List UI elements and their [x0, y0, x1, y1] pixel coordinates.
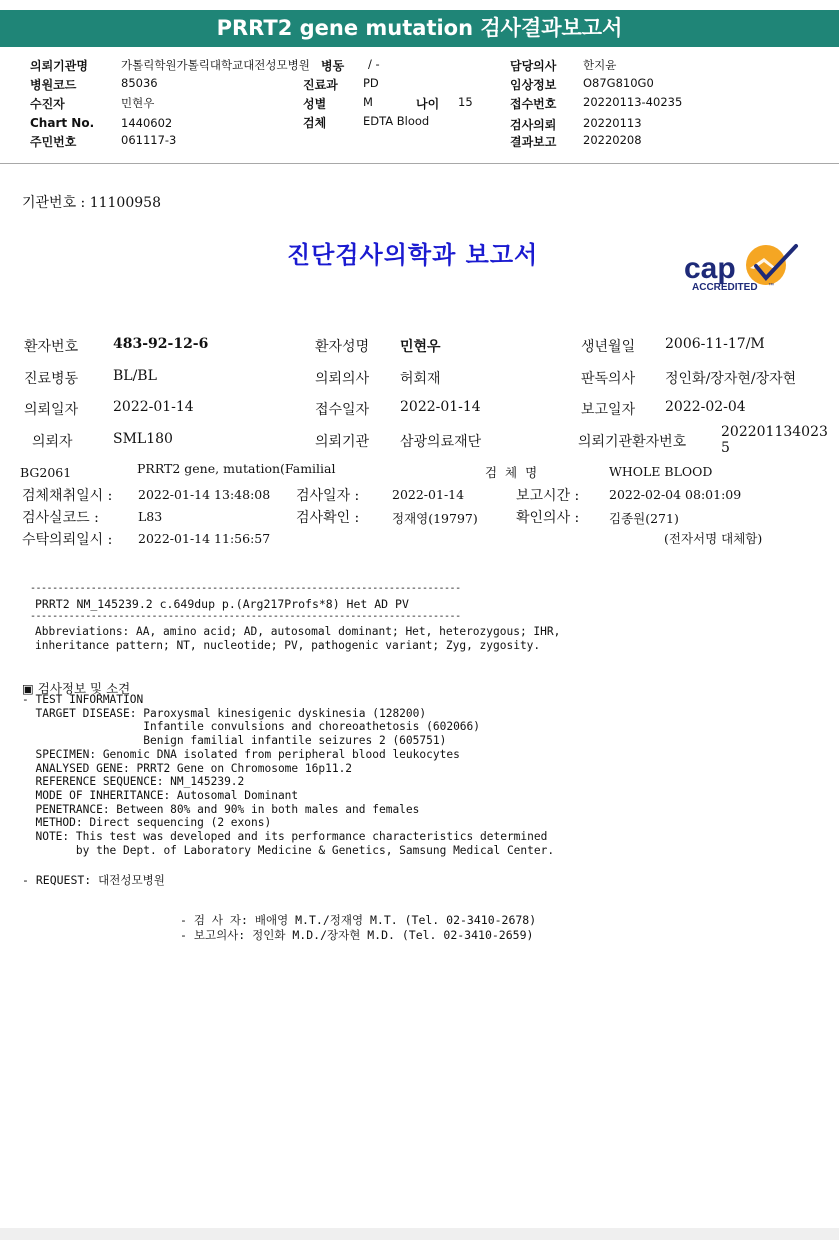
age-value: 15 — [458, 95, 473, 109]
collect-label: 검체채취일시 : — [22, 488, 113, 504]
sex-label: 성별 — [303, 97, 327, 111]
test-name: PRRT2 gene, mutation(Familial — [137, 461, 336, 476]
esign-note: (전자서명 대체함) — [664, 531, 763, 546]
abbreviations-line-1: Abbreviations: AA, amino acid; AD, autosomal dominant; Het, heterozygous; IHR, — [35, 625, 561, 638]
collect-value: 2022-01-14 13:48:08 — [138, 487, 271, 502]
specimen-name-label: 검 체 명 — [485, 465, 538, 480]
info-line: Benign familial infantile seizures 2 (605751) — [22, 734, 447, 748]
reqinst-label: 의뢰기관 — [315, 434, 370, 450]
cap-logo-tm: ™ — [768, 283, 774, 289]
info-line: MODE OF INHERITANCE: Autosomal Dominant — [22, 788, 299, 802]
reqdate-label: 의뢰일자 — [24, 402, 79, 418]
pname-label: 환자성명 — [315, 339, 370, 355]
specimen-value: EDTA Blood — [363, 114, 430, 128]
reader-label: 판독의사 — [581, 371, 636, 387]
cap-logo-sub: ACCREDITED — [692, 282, 758, 293]
clinical-label: 임상정보 — [510, 78, 557, 92]
age-label: 나이 — [416, 97, 440, 111]
info-line: TARGET DISEASE: Paroxysmal kinesigenic dyskinesia (128200) — [22, 706, 427, 720]
confirm-value: 정재영(19797) — [392, 511, 478, 526]
repdate-value: 2022-02-04 — [665, 399, 746, 415]
cap-accredited-logo — [676, 238, 804, 300]
abbreviations-line-2: inheritance pattern; NT, nucleotide; PV, pathogenic variant; Zyg, zygosity. — [35, 639, 541, 652]
instpno-label: 의뢰기관환자번호 — [578, 434, 687, 450]
confirmdoc-value: 김종원(271) — [609, 511, 679, 526]
rrn-value: 061117-3 — [121, 133, 177, 147]
doctor-value: 한지윤 — [583, 58, 617, 72]
receipt-value: 20220113-40235 — [583, 95, 683, 109]
receipt-label: 접수번호 — [510, 97, 557, 111]
result-rule-bottom: ------------------------------------------------------------------------------ — [30, 611, 461, 622]
pname-value: 민현우 — [400, 339, 441, 355]
specimen-name-value: WHOLE BLOOD — [609, 464, 713, 479]
request-label: 검사의뢰 — [510, 118, 557, 132]
confirm-label: 검사확인 : — [296, 510, 360, 526]
requester-value: SML180 — [113, 431, 173, 447]
chart-label: Chart No. — [30, 116, 95, 130]
hospital-value: 가톨릭학원가톨릭대학교대전성모병원 — [121, 58, 310, 72]
ward-value: BL/BL — [113, 368, 157, 384]
instpno-value-2: 5 — [721, 440, 730, 456]
request-line: - REQUEST: 대전성모병원 — [22, 873, 165, 887]
repdate-label: 보고일자 — [581, 402, 636, 418]
code-label: 병원코드 — [30, 78, 77, 92]
birth-label: 생년월일 — [581, 339, 636, 355]
reader-value: 정인화/장자현/장자현 — [665, 371, 797, 387]
info-line: REFERENCE SEQUENCE: NM_145239.2 — [22, 775, 245, 789]
result-value: 20220208 — [583, 133, 642, 147]
signature-doctor: - 보고의사: 정인화 M.D./장자현 M.D. (Tel. 02-3410-2659) — [180, 928, 534, 942]
patient-value: 민현우 — [121, 96, 155, 110]
header-divider — [0, 163, 839, 164]
info-line: NOTE: This test was developed and its performance characteristics determined — [22, 830, 548, 844]
refdoc-label: 의뢰의사 — [315, 371, 370, 387]
confirmdoc-label: 확인의사 : — [516, 510, 580, 526]
sex-value: M — [363, 95, 373, 109]
dept-label: 진료과 — [303, 78, 338, 92]
pno-value: 483-92-12-6 — [113, 336, 209, 352]
reporttime-value: 2022-02-04 08:01:09 — [609, 487, 742, 502]
clinical-value: O87G810G0 — [583, 76, 654, 90]
consign-label: 수탁의뢰일시 : — [22, 532, 113, 548]
hospital-label: 의뢰기관명 — [30, 59, 88, 73]
report-banner-title: PRRT2 gene mutation 검사결과보고서 — [0, 10, 839, 47]
info-line: Infantile convulsions and choreoathetosis (602066) — [22, 720, 481, 734]
reporttime-label: 보고시간 : — [516, 488, 580, 504]
pno-label: 환자번호 — [24, 339, 79, 355]
test-information-block — [22, 693, 554, 857]
testdate-value: 2022-01-14 — [392, 487, 465, 502]
info-line: by the Dept. of Laboratory Medicine & Genetics, Samsung Medical Center. — [22, 843, 555, 857]
report-title: 진단검사의학과 보고서 — [287, 240, 539, 269]
reqinst-value: 삼광의료재단 — [400, 434, 482, 450]
footer-band — [0, 1228, 839, 1240]
request-value: 20220113 — [583, 116, 642, 130]
labcode-label: 검사실코드 : — [22, 510, 99, 526]
refdoc-value: 허회재 — [400, 371, 441, 387]
info-line: - TEST INFORMATION — [22, 693, 144, 706]
ward-label: 병동 — [321, 59, 345, 73]
birth-value: 2006-11-17/M — [665, 336, 765, 352]
result-label: 결과보고 — [510, 135, 557, 149]
section-title: ▣ 검사정보 및 소견 — [22, 681, 131, 696]
consign-value: 2022-01-14 11:56:57 — [138, 531, 271, 546]
instpno-value-1: 202201134023 — [721, 424, 828, 440]
result-rule-top: ------------------------------------------------------------------------------ — [30, 583, 461, 594]
requester-label: 의뢰자 — [32, 434, 73, 450]
doctor-label: 담당의사 — [510, 59, 557, 73]
ward-label: 진료병동 — [24, 371, 79, 387]
reqdate-value: 2022-01-14 — [113, 399, 194, 415]
ward-value: / - — [368, 57, 380, 71]
recvdate-value: 2022-01-14 — [400, 399, 481, 415]
rrn-label: 주민번호 — [30, 135, 77, 149]
info-line: SPECIMEN: Genomic DNA isolated from peripheral blood leukocytes — [22, 747, 460, 761]
testdate-label: 검사일자 : — [296, 488, 360, 504]
info-line: METHOD: Direct sequencing (2 exons) — [22, 816, 272, 830]
result-row: PRRT2 NM_145239.2 c.649dup p.(Arg217Profs*8) Het AD PV — [35, 597, 409, 611]
info-line: ANALYSED GENE: PRRT2 Gene on Chromosome 16p11.2 — [22, 761, 353, 775]
specimen-label: 검체 — [303, 116, 327, 130]
recvdate-label: 접수일자 — [315, 402, 370, 418]
cap-logo-word: cap — [684, 252, 736, 285]
chart-value: 1440602 — [121, 116, 173, 130]
dept-value: PD — [363, 76, 379, 90]
signature-tester: - 검 사 자: 배애영 M.T./정재영 M.T. (Tel. 02-3410-2678) — [180, 913, 537, 927]
institution-number: 기관번호 : 11100958 — [22, 195, 161, 211]
test-code: BG2061 — [20, 465, 72, 480]
info-line: PENETRANCE: Between 80% and 90% in both males and females — [22, 802, 420, 816]
code-value: 85036 — [121, 76, 158, 90]
patient-label: 수진자 — [30, 97, 65, 111]
labcode-value: L83 — [138, 509, 163, 524]
